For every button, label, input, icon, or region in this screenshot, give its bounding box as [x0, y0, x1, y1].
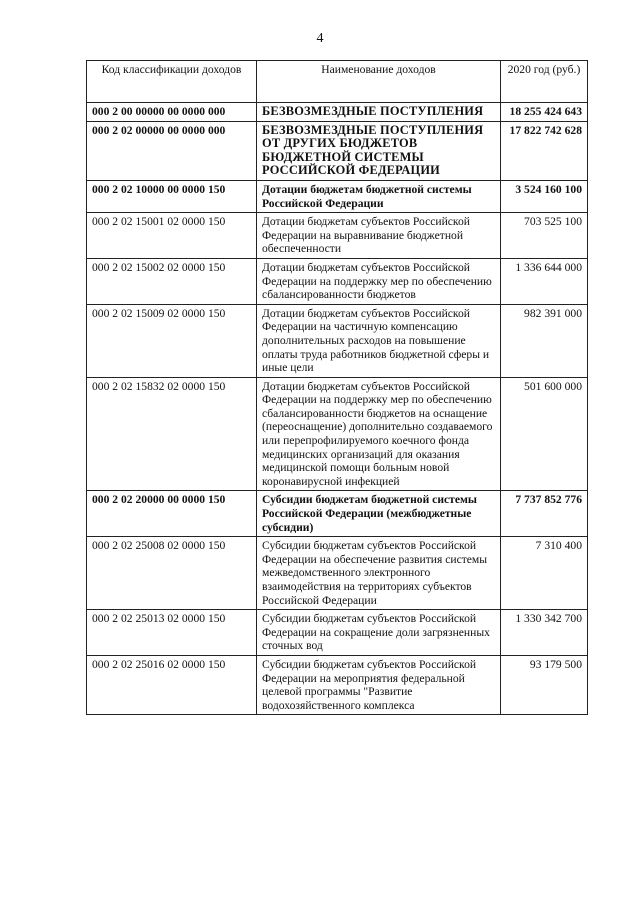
- row-amount: 1 336 644 000: [501, 258, 588, 304]
- row-code: 000 2 00 00000 00 0000 000: [87, 103, 257, 122]
- table-row: [87, 377, 588, 491]
- row-amount: 1 330 342 700: [501, 610, 588, 656]
- header-code: Код классификации доходов: [87, 61, 257, 103]
- table-row: [87, 304, 588, 377]
- row-amount: 93 179 500: [501, 655, 588, 714]
- table-row: [87, 655, 588, 714]
- table-header-row: [87, 61, 588, 103]
- revenue-table: [86, 60, 588, 715]
- row-amount: 17 822 742 628: [501, 121, 588, 180]
- row-code: 000 2 02 15009 02 0000 150: [87, 304, 257, 377]
- row-name: Дотации бюджетам субъектов Российской Федерации на поддержку мер по обеспечению сбалансированности бюджетов на оснащение (переоснащение) дополнительно создаваемого или перепрофилируемого коечного фонда медицинских организаций для оказания медицинской помощи больным новой коронавирусной инфекцией: [257, 377, 501, 491]
- row-name: Субсидии бюджетам бюджетной системы Российской Федерации (межбюджетные субсидии): [257, 491, 501, 537]
- table-row: [87, 121, 588, 180]
- row-code: 000 2 02 25016 02 0000 150: [87, 655, 257, 714]
- row-amount: 7 737 852 776: [501, 491, 588, 537]
- row-code: 000 2 02 25013 02 0000 150: [87, 610, 257, 656]
- table-row: [87, 610, 588, 656]
- row-name: БЕЗВОЗМЕЗДНЫЕ ПОСТУПЛЕНИЯ: [257, 103, 501, 122]
- table-row: [87, 537, 588, 610]
- row-code: 000 2 02 00000 00 0000 000: [87, 121, 257, 180]
- row-amount: 3 524 160 100: [501, 180, 588, 212]
- table-row: [87, 180, 588, 212]
- row-amount: 18 255 424 643: [501, 103, 588, 122]
- page-number: 4: [316, 31, 324, 46]
- row-name: Субсидии бюджетам субъектов Российской Федерации на сокращение доли загрязненных сточных вод: [257, 610, 501, 656]
- row-amount: 501 600 000: [501, 377, 588, 491]
- row-code: 000 2 02 25008 02 0000 150: [87, 537, 257, 610]
- row-name: Дотации бюджетам субъектов Российской Федерации на поддержку мер по обеспечению сбалансированности бюджетов: [257, 258, 501, 304]
- row-name: Дотации бюджетам бюджетной системы Российской Федерации: [257, 180, 501, 212]
- row-code: 000 2 02 15832 02 0000 150: [87, 377, 257, 491]
- header-year: 2020 год (руб.): [501, 61, 588, 103]
- row-name: Субсидии бюджетам субъектов Российской Федерации на мероприятия федеральной целевой программы "Развитие водохозяйственного комплекса: [257, 655, 501, 714]
- row-name: Дотации бюджетам субъектов Российской Федерации на выравнивание бюджетной обеспеченности: [257, 213, 501, 259]
- table-row: [87, 103, 588, 122]
- row-name: БЕЗВОЗМЕЗДНЫЕ ПОСТУПЛЕНИЯ ОТ ДРУГИХ БЮДЖЕТОВ БЮДЖЕТНОЙ СИСТЕМЫ РОССИЙСКОЙ ФЕДЕРАЦИИ: [257, 121, 501, 180]
- row-code: 000 2 02 10000 00 0000 150: [87, 180, 257, 212]
- row-code: 000 2 02 20000 00 0000 150: [87, 491, 257, 537]
- row-amount: 703 525 100: [501, 213, 588, 259]
- table-body: [87, 103, 588, 715]
- table-row: [87, 213, 588, 259]
- table-row: [87, 258, 588, 304]
- row-amount: 982 391 000: [501, 304, 588, 377]
- row-amount: 7 310 400: [501, 537, 588, 610]
- row-name: Субсидии бюджетам субъектов Российской Федерации на обеспечение развития системы межведомственного электронного взаимодействия на территориях субъектов Российской Федерации: [257, 537, 501, 610]
- header-name: Наименование доходов: [257, 61, 501, 103]
- row-name: Дотации бюджетам субъектов Российской Федерации на частичную компенсацию дополнительных расходов на повышение оплаты труда работников бюджетной сферы и иные цели: [257, 304, 501, 377]
- row-code: 000 2 02 15001 02 0000 150: [87, 213, 257, 259]
- row-code: 000 2 02 15002 02 0000 150: [87, 258, 257, 304]
- table-row: [87, 491, 588, 537]
